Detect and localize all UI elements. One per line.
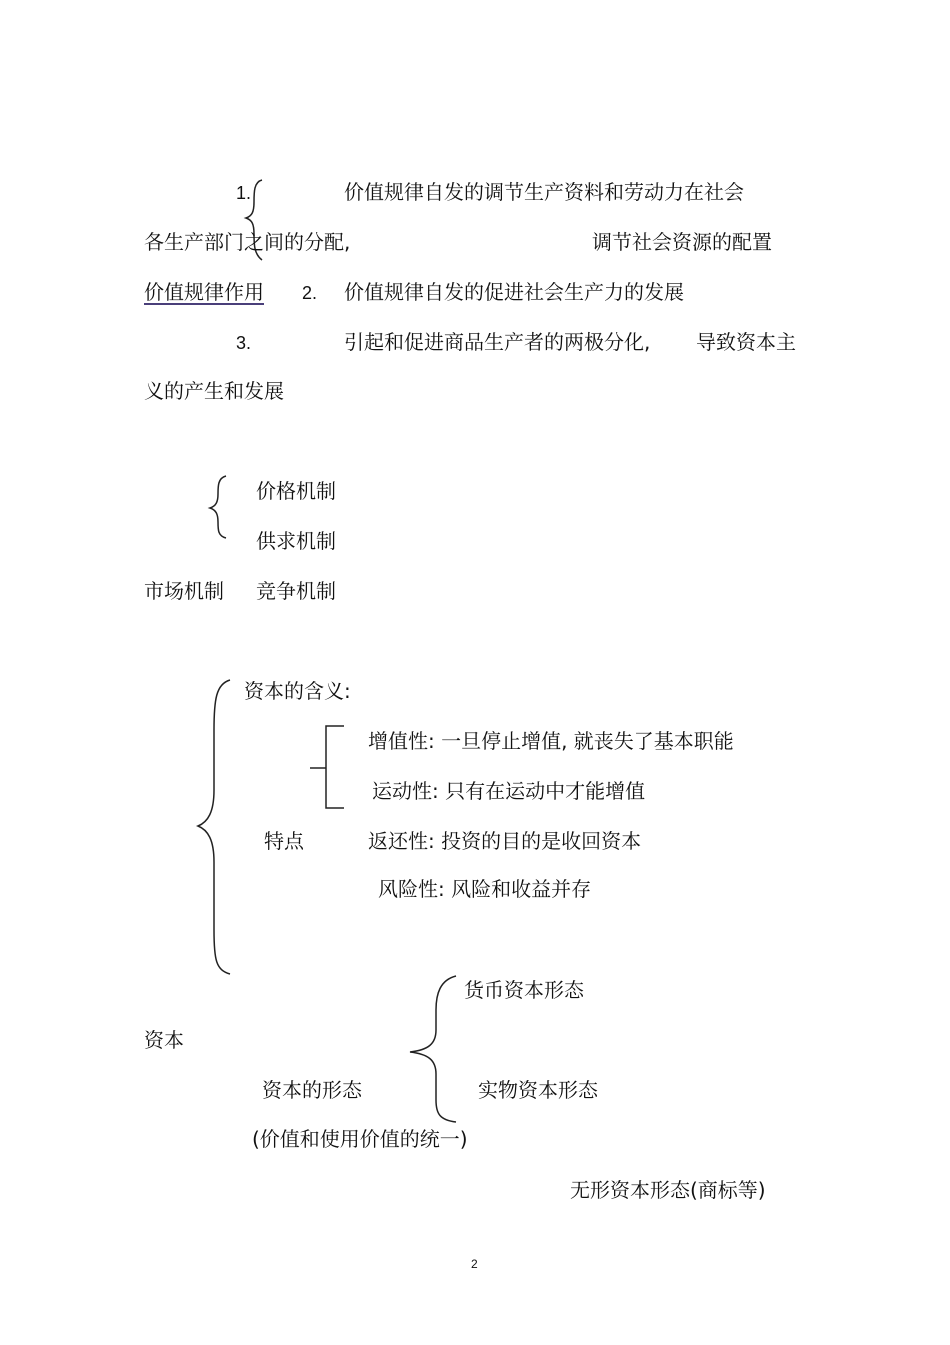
law-number-2: 2. [302, 283, 318, 303]
forms-brace [410, 976, 456, 1122]
form-monetary: 货币资本形态 [464, 978, 584, 1002]
feature-return: 返还性: 投资的目的是收回资本 [368, 829, 642, 853]
law-item-3-line-1b: 导致资本主 [696, 330, 796, 354]
market-title: 市场机制 [144, 579, 224, 603]
form-intangible: 无形资本形态(商标等) [570, 1178, 766, 1202]
market-item-competition: 竞争机制 [256, 579, 336, 603]
capital-brace [198, 680, 230, 974]
market-brace [210, 476, 226, 538]
law-title: 价值规律作用 [144, 280, 264, 304]
law-item-3-line-1: 引起和促进商品生产者的两极分化, [344, 330, 651, 354]
market-item-price: 价格机制 [256, 479, 336, 503]
features-bracket [326, 726, 344, 808]
capital-meaning: 资本的含义: [244, 679, 351, 703]
forms-note: (价值和使用价值的统一) [252, 1127, 468, 1151]
feature-appreciation: 增值性: 一旦停止增值, 就丧失了基本职能 [368, 729, 734, 753]
law-item-1-summary: 调节社会资源的配置 [592, 230, 772, 254]
feature-risk: 风险性: 风险和收益并存 [378, 877, 592, 901]
law-number-1: 1. [236, 183, 252, 203]
features-title: 特点 [264, 829, 304, 853]
law-item-1-line-1: 价值规律自发的调节生产资料和劳动力在社会 [344, 180, 744, 204]
law-item-2: 价值规律自发的促进社会生产力的发展 [344, 280, 684, 304]
law-item-1-line-2: 各生产部门之间的分配, [144, 230, 351, 254]
form-physical: 实物资本形态 [478, 1078, 598, 1102]
market-item-supply-demand: 供求机制 [256, 529, 336, 553]
feature-movement: 运动性: 只有在运动中才能增值 [372, 779, 646, 803]
page-number: 2 [471, 1257, 478, 1271]
forms-title: 资本的形态 [262, 1078, 362, 1102]
law-item-3-line-2: 义的产生和发展 [144, 379, 284, 403]
capital-title: 资本 [144, 1028, 184, 1052]
law-number-3: 3. [236, 333, 252, 353]
